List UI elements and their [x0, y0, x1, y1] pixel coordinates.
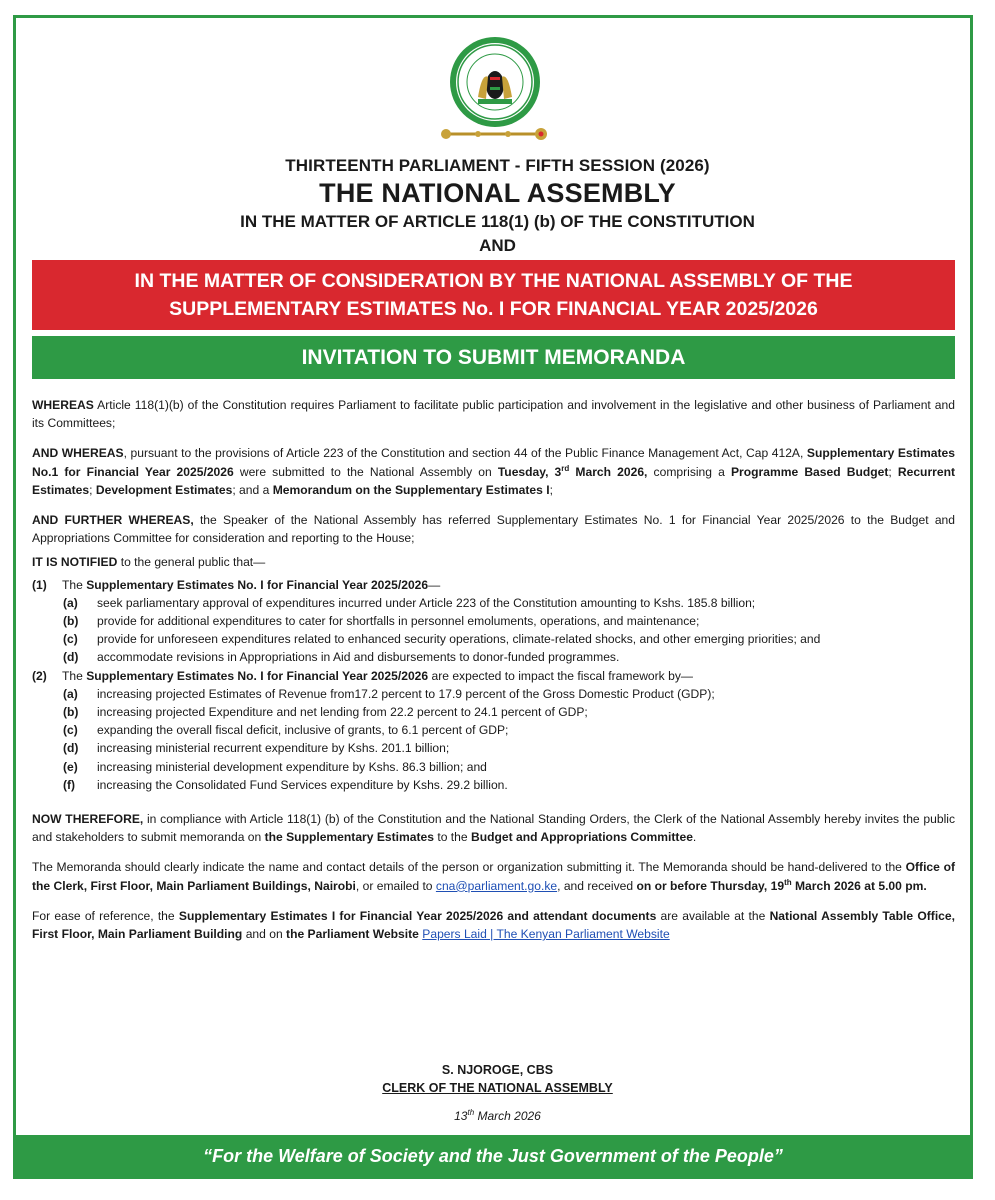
bold-span: March 2026, [569, 464, 648, 479]
notice-list [32, 576, 955, 794]
papers-laid-link[interactable]: Papers Laid | The Kenyan Parliament Website [422, 927, 670, 942]
list-subitem [32, 630, 955, 648]
matter-banner-line1: IN THE MATTER OF CONSIDERATION BY THE NATIONAL ASSEMBLY OF THE [134, 270, 853, 292]
bold-span: the Supplementary Estimates [264, 830, 434, 845]
bold-span: Memorandum on the Supplementary Estimates I [272, 482, 550, 497]
text-span: increasing the Consolidated Fund Services expenditure by Kshs. 29.2 billion. [97, 777, 508, 792]
bold-span: Development Estimates [95, 482, 233, 497]
article-heading: IN THE MATTER OF ARTICLE 118(1) (b) OF THE CONSTITUTION [240, 212, 755, 231]
list-letter: (b) [63, 705, 79, 720]
superscript: rd [561, 463, 570, 473]
parliament-seal-icon [448, 35, 542, 129]
list-subitem [32, 739, 955, 757]
whereas-lead: WHEREAS [32, 398, 94, 412]
text-span: increasing projected Estimates of Revenue from17.2 percent to 17.9 percent of the Gross Domestic Product (GDP); [97, 686, 715, 701]
assembly-title: THE NATIONAL ASSEMBLY [319, 178, 676, 208]
superscript: th [784, 877, 792, 887]
list-subitem [32, 612, 955, 630]
list-letter: (a) [63, 686, 78, 701]
reference-paragraph [32, 907, 955, 943]
text-span: ; and a [232, 482, 273, 497]
text-span: are expected to impact the fiscal framework by— [428, 668, 693, 683]
text-span: provide for unforeseen expenditures related to enhanced security operations, climate-related shocks, and other emerging priorities; and [97, 632, 821, 647]
and-whereas-paragraph [32, 444, 955, 499]
list-subitem [32, 594, 955, 612]
session-heading: THIRTEENTH PARLIAMENT - FIFTH SESSION (2026) [285, 156, 710, 175]
text-span: The Memoranda should clearly indicate the name and contact details of the person or organization submitting it. The Memoranda should be hand-delivered to the [32, 860, 906, 875]
bold-span: National Assembly Table Office, First Floor, Main Parliament Building [32, 908, 955, 942]
motto-footer: “For the Welfare of Society and the Just Government of the People” [13, 1135, 973, 1177]
mace-icon [438, 126, 550, 142]
text-span: The [62, 577, 87, 592]
list-subitem [32, 685, 955, 703]
text-span: to the general public that— [117, 555, 266, 570]
list-letter: (f) [63, 777, 76, 792]
text-span: comprising a [647, 464, 731, 479]
bold-span: the Parliament Website [286, 927, 419, 942]
text-span: , pursuant to the provisions of Article 223 of the Constitution and section 44 of the Public Finance Management Act, Cap 412A, [123, 446, 807, 461]
memoranda-paragraph [32, 858, 955, 894]
whereas-text: Article 118(1)(b) of the Constitution requires Parliament to facilitate public participation and involvement in the legislative and other business of Parliament and its Committees; [32, 398, 955, 431]
bold-span: Office of the Clerk, First Floor, Main Parliament Buildings, Nairobi [32, 860, 955, 893]
text-span: expanding the overall fiscal deficit, inclusive of grants, to 6.1 percent of GDP; [97, 723, 509, 738]
bold-span: Supplementary Estimates No.1 for Financial Year 2025/2026 [32, 446, 955, 479]
further-whereas-paragraph [32, 511, 955, 547]
invitation-banner: INVITATION TO SUBMIT MEMORANDA [32, 336, 955, 379]
bold-span: Recurrent Estimates [32, 464, 956, 497]
matter-banner-line2: SUPPLEMENTARY ESTIMATES No. I FOR FINANCIAL YEAR 2025/2026 [169, 298, 818, 320]
matter-banner [32, 260, 955, 330]
bold-span: Programme Based Budget [730, 464, 889, 479]
bold-span [498, 465, 648, 479]
signatory-name: S. NJOROGE, CBS [441, 1063, 554, 1077]
notified-lead: IT IS NOTIFIED [32, 555, 118, 570]
text-span: . [692, 830, 697, 845]
list-letter: (c) [63, 632, 78, 647]
list-letter: (b) [63, 614, 79, 629]
text-span: were submitted to the National Assembly on [233, 464, 498, 479]
and-heading: AND [479, 236, 516, 255]
list-letter: (d) [63, 741, 79, 756]
bold-span: Budget and Appropriations Committee [470, 830, 693, 845]
and-whereas-lead: AND WHEREAS [32, 446, 124, 461]
text-span: seek parliamentary approval of expenditures incurred under Article 223 of the Constitution amounting to Kshs. 185.8 billion; [97, 595, 756, 610]
further-whereas-lead: AND FURTHER WHEREAS, [32, 513, 194, 528]
date-day: 13 [454, 1109, 468, 1123]
text-span: For ease of reference, the [32, 908, 179, 923]
now-therefore-lead: NOW THEREFORE, [32, 812, 144, 827]
bold-span: March 2026 at 5.00 pm. [791, 878, 927, 893]
list-letter: (c) [63, 723, 78, 738]
list-letter: (d) [63, 650, 79, 665]
text-span: increasing projected Expenditure and net lending from 22.2 percent to 24.1 percent of GDP; [97, 705, 588, 720]
text-span: increasing ministerial recurrent expenditure by Kshs. 201.1 billion; [97, 741, 450, 756]
bold-span: Supplementary Estimates No. I for Financial Year 2025/2026 [86, 668, 429, 683]
text-span: and on [242, 927, 287, 942]
list-number: (1) [32, 577, 47, 592]
list-subitem [32, 776, 955, 794]
list-item [32, 667, 955, 685]
text-span: ; [549, 482, 553, 497]
list-subitem [32, 721, 955, 739]
notified-paragraph [32, 553, 955, 571]
list-item [32, 576, 955, 594]
text-span: in compliance with Article 118(1) (b) of the Constitution and the National Standing Orders, the Clerk of the National Assembly hereby invites the public and stakeholders to submit memoranda on [32, 812, 955, 845]
bold-span: on or before Thursday, 19 [636, 878, 785, 893]
text-span: provide for additional expenditures to cater for shortfalls in personnel emoluments, operations, and maintenance; [97, 614, 700, 629]
superscript: th [467, 1108, 475, 1117]
list-subitem [32, 648, 955, 666]
date-rest: March 2026 [474, 1109, 541, 1123]
now-therefore-paragraph [32, 810, 955, 846]
whereas-paragraph [32, 396, 955, 432]
text-span: ; [888, 464, 898, 479]
signatory-title: CLERK OF THE NATIONAL ASSEMBLY [382, 1081, 613, 1095]
list-number: (2) [32, 668, 47, 683]
text-span: are available at the [656, 908, 770, 923]
list-subitem [32, 758, 955, 776]
notice-date [0, 1109, 995, 1123]
bold-span: Supplementary Estimates I for Financial Year 2025/2026 and attendant documents [178, 908, 657, 923]
list-letter: (a) [63, 595, 78, 610]
text-span: , and received [557, 878, 637, 893]
text-span: accommodate revisions in Appropriations in Aid and disbursements to donor-funded programmes. [97, 650, 620, 665]
text-span: The [62, 668, 87, 683]
notice-body [32, 396, 955, 955]
text-span: , or emailed to [355, 878, 436, 893]
bold-span [636, 879, 926, 893]
bold-span: Tuesday, 3 [497, 464, 562, 479]
text-span: ; [89, 482, 96, 497]
text-span: increasing ministerial development expenditure by Kshs. 86.3 billion; and [97, 759, 487, 774]
bold-span: Supplementary Estimates No. I for Financial Year 2025/2026 [86, 577, 429, 592]
text-span: to the [433, 830, 471, 845]
text-span: — [428, 577, 441, 592]
list-subitem [32, 703, 955, 721]
list-letter: (e) [63, 759, 78, 774]
text-span: the Speaker of the National Assembly has referred Supplementary Estimates No. 1 for Financial Year 2025/2026 to the Budget and Appropriations Committee for consideration and reporting to the House; [32, 513, 955, 546]
email-link[interactable]: cna@parliament.go.ke [435, 878, 558, 893]
